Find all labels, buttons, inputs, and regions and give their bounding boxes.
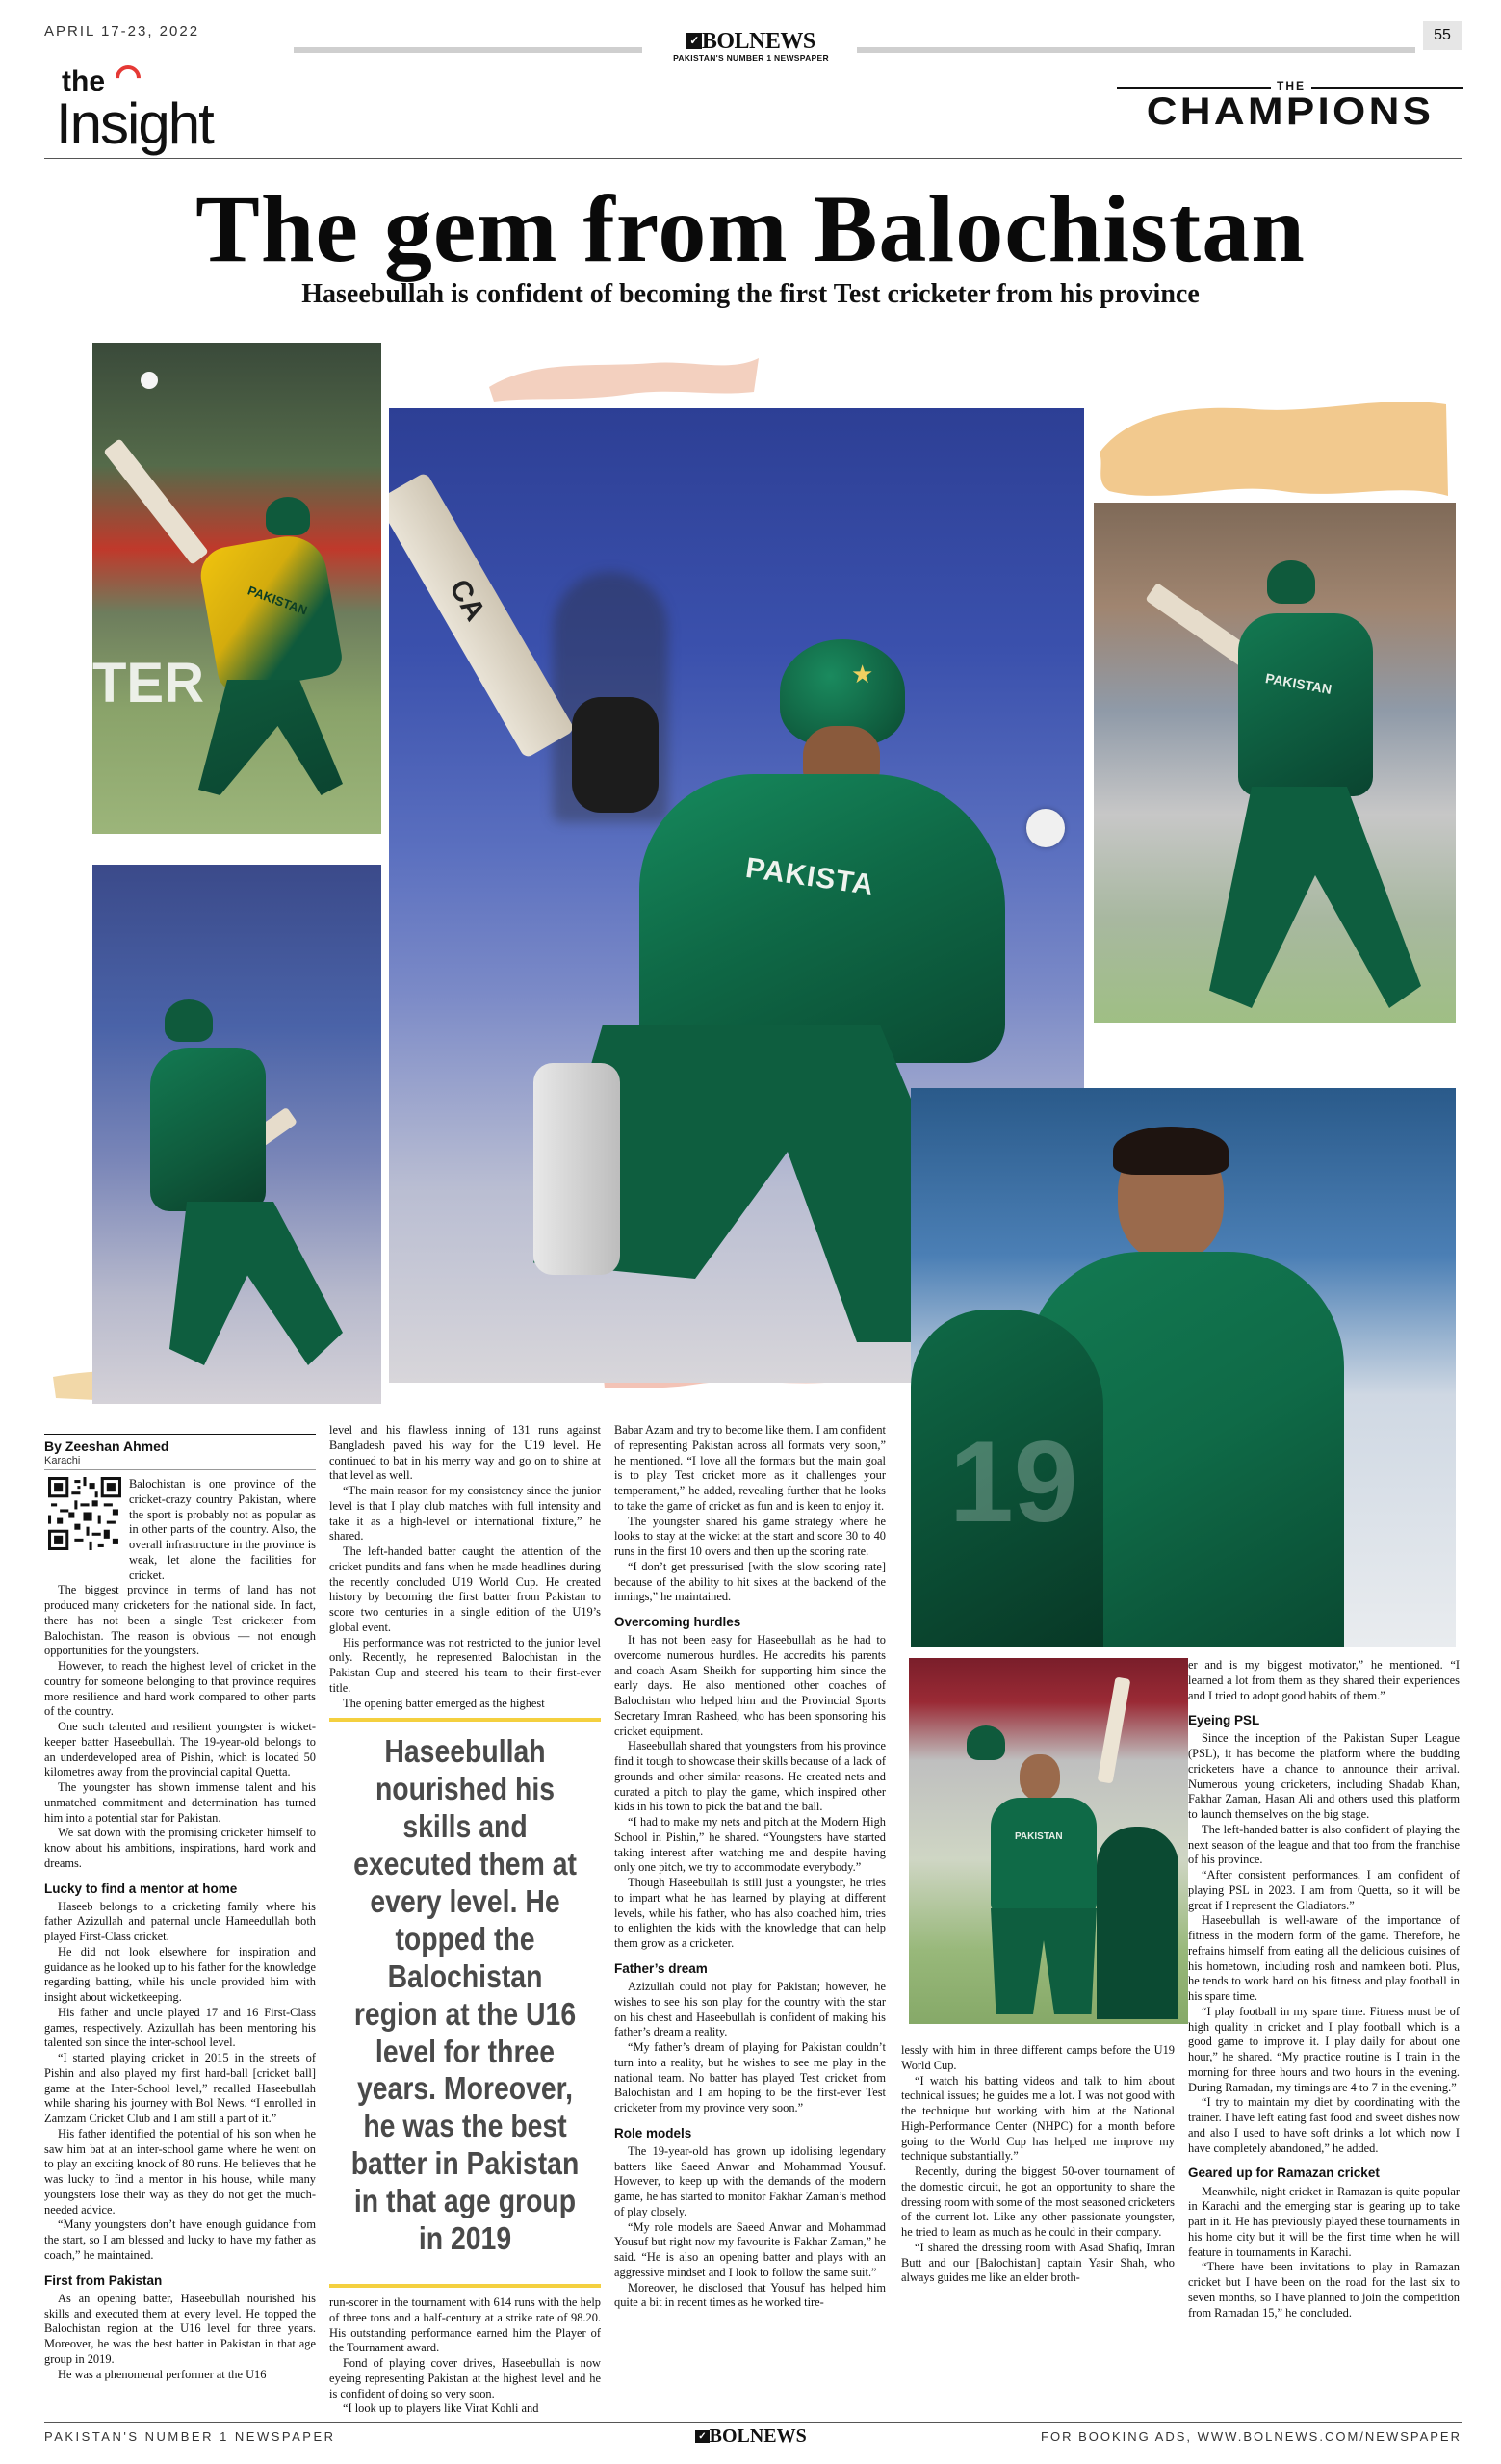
body-paragraph: “Many youngsters don’t have enough guidance from the start, so I am blessed and lucky to have my father as coach,” he maintained. xyxy=(44,2218,316,2262)
body-paragraph: Haseeb belongs to a cricketing family where his father Azizullah and paternal uncle Hameedullah both played First-Class cricket. xyxy=(44,1899,316,1944)
photo-raised-bat xyxy=(909,1658,1188,2024)
player-torso xyxy=(196,531,345,694)
player-helmet xyxy=(967,1725,1005,1760)
body-paragraph: His performance was not restricted to the junior level only. Recently, he represented Balochistan in the Pakistan Cup and steered his team to their first-ever title. xyxy=(329,1635,601,1695)
body-paragraph: The youngster shared his game strategy where he looks to stay at the wicket at the start and score 30 to 40 runs in the first 10 overs and then up the scoring rate. xyxy=(614,1514,886,1558)
masthead-logo: ✓ BOLNEWS xyxy=(664,29,838,55)
body-paragraph: Recently, during the biggest 50-over tournament of the domestic circuit, he got an opportunity to share the dressing room with some of the most seasoned cricketers of the current lot. Like any other passionate youngster, he tried to learn as much as he could in their company. xyxy=(901,2165,1175,2239)
bat-shape xyxy=(1098,1676,1131,1783)
section-logo-small: THE xyxy=(1271,79,1311,92)
section-heading: Lucky to find a mentor at home xyxy=(44,1880,238,1896)
body-paragraph: “There have been invitations to play in Ramazan cricket but I have been on the road for the last six to seven months, so I have planned to join the competition from Ramadan 15,” he concluded. xyxy=(1188,2260,1460,2320)
body-paragraph: level and his flawless inning of 131 runs against Bangladesh paved his way for the U19 level. He continued to bat in his merry way and go on to shine at that level as well. xyxy=(329,1423,601,1483)
body-paragraph: Haseebullah is well-aware of the importance of fitness in the modern form of the game. Therefore, he refrains himself from eating all the delicious cuisines of his hometown, including rosh and namkeen boti. Plus, he tends to work hard on his fitness and play football in his spare time. xyxy=(1188,1913,1460,2004)
player-legs xyxy=(1209,787,1421,1008)
player-helmet xyxy=(165,999,213,1042)
player-gloves xyxy=(572,697,659,813)
body-paragraph: Fond of playing cover drives, Haseebullah is now eyeing representing Pakistan at the highest level and he is confident of doing so very soon. xyxy=(329,2356,601,2400)
pullquote-rule-bottom xyxy=(329,2284,601,2288)
body-paragraph: “My role models are Saeed Anwar and Mohammad Yousuf but right now my favourite is Fakhar Zaman,” he said. “He is also an opening batter and plays with an aggressive mindset and I look to follow the same suit.” xyxy=(614,2219,886,2279)
player-legs xyxy=(169,1202,343,1365)
footer-masthead: ✓ BOLNEWS xyxy=(674,2425,828,2448)
player-legs xyxy=(198,680,343,795)
insight-logo-main: Insight xyxy=(56,91,213,156)
body-paragraph: Since the inception of the Pakistan Super League (PSL), it has become the platform where the budding cricketers have a chance to announce their arrival. Numerous young cricketers, including Shadab Khan, Fakhar Zaman, Hasan Ali and others used this platform to launch themselves on the big stage. xyxy=(1188,1731,1460,1822)
article-column-1 xyxy=(44,1477,316,2382)
brush-stroke-top xyxy=(479,349,768,406)
section-heading: Role models xyxy=(614,2125,692,2140)
insight-logo xyxy=(56,62,248,158)
issue-date: APRIL 17-23, 2022 xyxy=(44,23,200,39)
footer-rule xyxy=(44,2422,1462,2423)
bat-shape xyxy=(389,472,575,759)
section-logo xyxy=(1117,79,1463,137)
byline-rule-bottom xyxy=(44,1469,316,1470)
player-torso xyxy=(991,1798,1097,1913)
player-legs xyxy=(991,1908,1097,2014)
section-heading: Geared up for Ramazan cricket xyxy=(1188,2166,1380,2181)
body-paragraph: We sat down with the promising cricketer himself to know about his ambitions, inspirations, hard work and dreams. xyxy=(44,1826,316,1870)
body-paragraph: “I look up to players like Virat Kohli and xyxy=(343,2401,539,2416)
body-paragraph: Haseebullah shared that youngsters from his province find it tough to showcase their skills because of a lack of grounds and other similar reasons. He created nets and curated a pitch to play the game, which inspired other kids in his town to pick the bat and the ball. xyxy=(614,1739,886,1814)
footer-ads-link[interactable]: FOR BOOKING ADS, WWW.BOLNEWS.COM/NEWSPAPER xyxy=(1041,2429,1462,2444)
player-torso xyxy=(1238,613,1373,796)
photo-celebration xyxy=(911,1088,1456,1647)
body-paragraph: The left-handed batter caught the attention of the cricket pundits and fans when he made headlines during the recently concluded U19 World Cup. He created history by becoming the first batter from Pakistan to score two centuries in a single edition of the U19’s global event. xyxy=(329,1544,601,1634)
ball-icon xyxy=(141,372,158,389)
body-paragraph: The left-handed batter is also confident of playing the next season of the league and that too from the franchise of his province. xyxy=(1188,1822,1460,1867)
player-hair xyxy=(1113,1127,1229,1175)
body-paragraph: The 19-year-old has grown up idolising legendary batters like Saeed Anwar and Mohammad Yousuf. However, to keep up with the demands of the modern game, he has started to monitor Fakhar Zaman’s method of play closely. xyxy=(614,2143,886,2218)
body-paragraph: “I try to maintain my diet by coordinating with the trainer. I have left eating fast food and sweet dishes now and also I used to have soft drinks a lot which now I have completely abandoned,” he added. xyxy=(1188,2095,1460,2155)
body-paragraph: “My father’s dream of playing for Pakistan couldn’t turn into a reality, but he wishes to see me play in the national team. No batter has played Test cricket from Balochistan and I am hoping to be the first-ever Test cricketer from my province very soon.” xyxy=(614,2040,886,2115)
section-heading: Father’s dream xyxy=(614,1960,708,1976)
body-paragraph: “I don’t get pressurised [with the slow scoring rate] because of the ability to hit sixes at the backend of the innings,” he maintained. xyxy=(614,1559,886,1604)
pullquote: Haseebullah nourished his skills and executed them at every level. He topped the Balochistan region at the U16 level for three years. Moreover, he was the best batter in Pakistan in that age group in 2019 xyxy=(350,1733,580,2257)
section-logo-name: CHAMPIONS xyxy=(1146,91,1435,133)
masthead-tagline: PAKISTAN'S NUMBER 1 NEWSPAPER xyxy=(673,53,829,63)
footer-masthead-mark: ✓ xyxy=(695,2430,709,2443)
body-paragraph: Moreover, he disclosed that Yousuf has helped him quite a bit in recent times as he worked tire- xyxy=(614,2280,886,2310)
body-paragraph: His father and uncle played 17 and 16 First-Class games, respectively. Azizullah has been mentoring his talented son since the inter-school level. xyxy=(44,2005,316,2050)
body-paragraph: The youngster has shown immense talent and his unmatched commitment and determination has turned him into a potential star for Pakistan. xyxy=(44,1780,316,1825)
star-icon: ★ xyxy=(851,661,874,688)
body-paragraph: He was a phenomenal performer at the U16 xyxy=(58,2367,267,2381)
body-paragraph: lessly with him in three different camps before the U19 World Cup. xyxy=(901,2043,1175,2072)
player-torso xyxy=(639,774,1005,1063)
body-paragraph: As an opening batter, Haseebullah nourished his skills and executed them at every level. He topped the Balochistan region at the U16 level for three years. Moreover, he was the best batter in Pakistan in that age group in 2019. xyxy=(44,2291,316,2366)
intro-paragraph: Balochistan is one province of the cricket-crazy country Pakistan, where the sport is probably not as popular as in other parts of the country. Also, the overall infrastructure in the province is weak, let alone the facilities for cricket. xyxy=(129,1477,316,1582)
bat-brand: CA xyxy=(443,574,492,627)
player-helmet xyxy=(1267,560,1315,604)
dateline: Karachi xyxy=(44,1455,81,1466)
bat-shape xyxy=(103,438,209,565)
shirt-number: 19 xyxy=(949,1417,1078,1546)
article-column-3 xyxy=(614,1423,886,2311)
subheadline: Haseebullah is confident of becoming the first Test cricketer from his province xyxy=(301,279,1200,309)
article-column-2-bottom xyxy=(329,2295,601,2417)
player-helmet xyxy=(266,497,310,535)
header-rule-right xyxy=(857,47,1415,53)
brush-stroke-right xyxy=(1090,385,1456,510)
headline: The gem from Balochistan xyxy=(195,175,1306,282)
photo-batter-right xyxy=(1094,503,1456,1023)
article-column-5 xyxy=(1188,1658,1460,2321)
article-column-2-top xyxy=(329,1423,601,1711)
pullquote-rule-top xyxy=(329,1718,601,1722)
body-paragraph: However, to reach the highest level of cricket in the country for someone belonging to that province requires more resilience and hard work compared to other parts of the country. xyxy=(44,1659,316,1719)
section-heading: Eyeing PSL xyxy=(1188,1713,1260,1728)
byline-rule xyxy=(44,1434,316,1435)
body-paragraph: One such talented and resilient youngster is wicket-keeper batter Haseebullah. The 19-year-old belongs to an underdeveloped area of Pishin, which is located 50 kilometres away from the provincial capital Quetta. xyxy=(44,1720,316,1779)
body-paragraph: “I watch his batting videos and talk to him about technical issues; he guides me a lot. I was not good with the technique but working with him at the National High-Performance Center (NHPC) for a month before going to the World Cup has helped me improve my technique substantially.” xyxy=(901,2073,1175,2164)
jersey-text: PAKISTA xyxy=(743,851,876,902)
body-paragraph: “I shared the dressing room with Asad Shafiq, Imran Butt and our [Balochistan] captain Yasir Shah, who always guides me like an elder broth- xyxy=(901,2240,1175,2285)
article-column-4 xyxy=(901,2043,1175,2286)
stadium-banner: TER xyxy=(92,652,204,714)
masthead xyxy=(664,29,838,63)
jersey-text: PAKISTAN xyxy=(1015,1831,1063,1842)
photo-batter-yellow-kit xyxy=(92,343,381,834)
body-paragraph: Though Haseebullah is still just a youngster, he tries to impart what he has learned by playing at different levels, while his father, who has also coached him, tries to enlighten the kids with the knowledge that can help them grow as a cricketer. xyxy=(614,1876,886,1951)
jersey-text: PAKISTAN xyxy=(246,583,310,618)
teammate xyxy=(1097,1827,1178,2019)
body-paragraph: The biggest province in terms of land has not produced many cricketers for the national side. In fact, there has not been a single Test cricketer from Balochistan. The reason is obvious — not enough opportunities for the youngsters. xyxy=(44,1583,316,1658)
body-paragraph: “I started playing cricket in 2015 in the streets of Pishin and also played my first hard-ball [cricket ball] game at the Inter-School level,” recalled Haseebullah while sharing his journey with Bol News. “I enrolled in Zamzam Cricket Club and I am still a part of it.” xyxy=(44,2051,316,2126)
body-paragraph: He did not look elsewhere for inspiration and guidance as he looked up to his father for the knowledge regarding batting, while his uncle provided him with insight about wicketkeeping. xyxy=(44,1944,316,2005)
insight-logo-top: the xyxy=(62,65,105,97)
header-divider xyxy=(44,158,1462,159)
body-paragraph: His father identified the potential of his son when he saw him bat at an inter-school game where he went on to play an exciting knock of 80 runs. He believes that he was lucky to find a mentor in his house, while many youngsters lose their way as they do not get the much-needed advice. xyxy=(44,2126,316,2217)
body-paragraph: “I had to make my nets and pitch at the Modern High School in Pishin,” he shared. “Youngsters have started taking interest after watching me and despite having only one pitch, we try to accommodate everybody.” xyxy=(614,1815,886,1875)
header-rule-left xyxy=(294,47,642,53)
page-number: 55 xyxy=(1423,21,1462,50)
body-paragraph: run-scorer in the tournament with 614 runs with the help of three tons and a half-century at a strike rate of 98.20. His outstanding performance earned him the Player of the Tournament award. xyxy=(329,2295,601,2355)
section-heading: Overcoming hurdles xyxy=(614,1615,741,1629)
photo-batter-left-mid xyxy=(92,865,381,1404)
body-paragraph: “I play football in my spare time. Fitness must be of high quality in cricket and I play football which is a good game to improve it. I play daily for about one hour,” he shared. “My practice routine is I train in the morning for three hours and two hours in the evening. During Ramadan, my timings are 4 to 7 in the evening.” xyxy=(1188,2004,1460,2094)
body-paragraph: er and is my biggest motivator,” he mentioned. “I learned a lot from them as they shared their experiences and I tried to adopt good habits of them.” xyxy=(1188,1658,1460,1702)
body-paragraph: It has not been easy for Haseebullah as he had to overcome numerous hurdles. He accredits his parents and coach Asam Sheikh for supporting him since the early days. He also mentioned other coaches of Balochistan who helped him and the Provincial Sports Secretary Imran Rasheed, who has been sponsoring his cricket equipment. xyxy=(614,1633,886,1738)
masthead-mark: ✓ xyxy=(686,33,702,49)
player-face xyxy=(1020,1754,1060,1801)
body-paragraph: Azizullah could not play for Pakistan; however, he wishes to see his son play for the country with the star on his chest and Haseebullah is confident of making his father’s dream a reality. xyxy=(614,1980,886,2039)
ball-icon xyxy=(1026,809,1065,847)
body-paragraph: “After consistent performances, I am confident of playing PSL in 2023. I am from Quetta, so it will be great if I represent the Gladiators.” xyxy=(1188,1868,1460,1912)
footer-tagline: PAKISTAN'S NUMBER 1 NEWSPAPER xyxy=(44,2429,336,2444)
section-heading: First from Pakistan xyxy=(44,2272,163,2288)
body-paragraph: The opening batter emerged as the highest xyxy=(343,1696,545,1710)
player-pads xyxy=(533,1063,620,1275)
body-paragraph: “The main reason for my consistency since the junior level is that I play club matches with full intensity and take it as a high-level or international fixture,” he shared. xyxy=(329,1484,601,1543)
byline: By Zeeshan Ahmed xyxy=(44,1439,169,1454)
player-torso xyxy=(150,1048,266,1211)
jersey-text: PAKISTAN xyxy=(1264,670,1333,697)
body-paragraph: Babar Azam and try to become like them. I am confident of representing Pakistan across all formats very soon,” he mentioned. “I love all the formats but the main goal is to play Test cricket more as it challenges your temperament,” he added, revealing further that he looks to take the game of cricket as fun and is keen to enjoy it. xyxy=(614,1423,886,1513)
body-paragraph: Meanwhile, night cricket in Ramazan is quite popular in Karachi and the emerging star is gearing up to take part in it. He has previously played these tournaments in his home city but it will be the first time when he will feature in tournaments in Karachi. xyxy=(1188,2184,1460,2259)
